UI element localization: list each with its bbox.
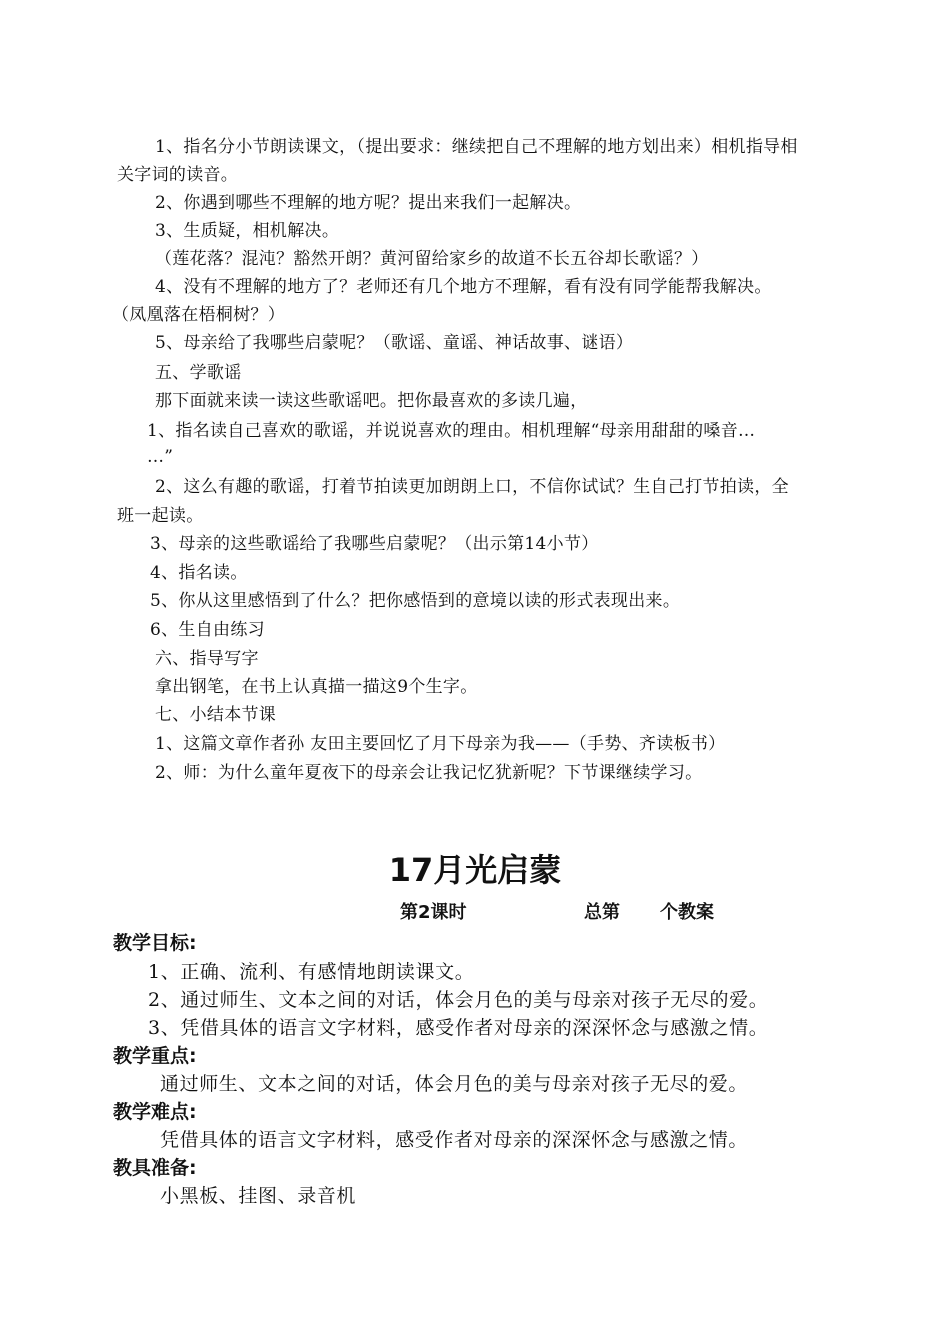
text-line: …” xyxy=(147,447,174,467)
section-heading: 七、小结本节课 xyxy=(155,705,277,725)
lesson-title: 17月光启蒙 xyxy=(388,851,562,889)
text-line: 1、指名读自己喜欢的歌谣，并说说喜欢的理由。相机理解“母亲用甜甜的嗓音… xyxy=(147,421,756,441)
text-line: （莲花落？混沌？豁然开朗？黄河留给家乡的故道不长五谷却长歌谣？） xyxy=(155,249,709,269)
text-line: 1、这篇文章作者孙 友田主要回忆了月下母亲为我——（手势、齐读板书） xyxy=(155,734,726,754)
text-line: 2、师：为什么童年夏夜下的母亲会让我记忆犹新呢？下节课继续学习。 xyxy=(155,763,703,783)
text-line: 3、母亲的这些歌谣给了我哪些启蒙呢？（出示第14小节） xyxy=(150,534,599,554)
difficulties-text: 凭借具体的语言文字材料，感受作者对母亲的深深怀念与感激之情。 xyxy=(160,1129,749,1151)
text-line: 5、你从这里感悟到了什么？把你感悟到的意境以读的形式表现出来。 xyxy=(150,591,681,611)
difficulties-heading: 教学难点: xyxy=(113,1101,197,1123)
text-line: 关字词的读音。 xyxy=(117,165,239,185)
objective-item: 2、通过师生、文本之间的对话，体会月色的美与母亲对孩子无尽的爱。 xyxy=(148,989,769,1011)
objective-item: 1、正确、流利、有感情地朗读课文。 xyxy=(148,961,475,983)
lesson-period: 第2课时 xyxy=(400,902,467,923)
text-line: 3、生质疑，相机解决。 xyxy=(155,221,340,241)
text-line: 那下面就来读一读这些歌谣吧。把你最喜欢的多读几遍， xyxy=(155,391,588,411)
text-line: 2、这么有趣的歌谣，打着节拍读更加朗朗上口，不信你试试？生自己打节拍读，全 xyxy=(155,477,789,497)
materials-text: 小黑板、挂图、录音机 xyxy=(160,1185,357,1207)
materials-heading: 教具准备: xyxy=(113,1157,197,1179)
section-heading: 六、指导写字 xyxy=(155,649,259,669)
objectives-heading: 教学目标: xyxy=(113,932,197,954)
lesson-total-prefix: 总第 xyxy=(584,902,620,923)
text-line: 6、生自由练习 xyxy=(150,620,265,640)
text-line: 5、母亲给了我哪些启蒙呢？（歌谣、童谣、神话故事、谜语） xyxy=(155,333,634,353)
text-line: 拿出钢笔，在书上认真描一描这9个生字。 xyxy=(155,677,478,697)
text-line: 4、没有不理解的地方了？老师还有几个地方不理解，看有没有同学能帮我解决。 xyxy=(155,277,772,297)
text-line: 1、指名分小节朗读课文，（提出要求：继续把自己不理解的地方划出来）相机指导相 xyxy=(155,137,798,157)
text-line: （凤凰落在梧桐树？） xyxy=(112,305,285,325)
objective-item: 3、凭借具体的语言文字材料，感受作者对母亲的深深怀念与感激之情。 xyxy=(148,1017,769,1039)
text-line: 班一起读。 xyxy=(117,506,204,526)
key-points-text: 通过师生、文本之间的对话，体会月色的美与母亲对孩子无尽的爱。 xyxy=(160,1073,749,1095)
key-points-heading: 教学重点: xyxy=(113,1045,197,1067)
section-heading: 五、学歌谣 xyxy=(155,363,242,383)
text-line: 2、你遇到哪些不理解的地方呢？提出来我们一起解决。 xyxy=(155,193,582,213)
lesson-total-suffix: 个教案 xyxy=(660,902,714,923)
text-line: 4、指名读。 xyxy=(150,563,248,583)
